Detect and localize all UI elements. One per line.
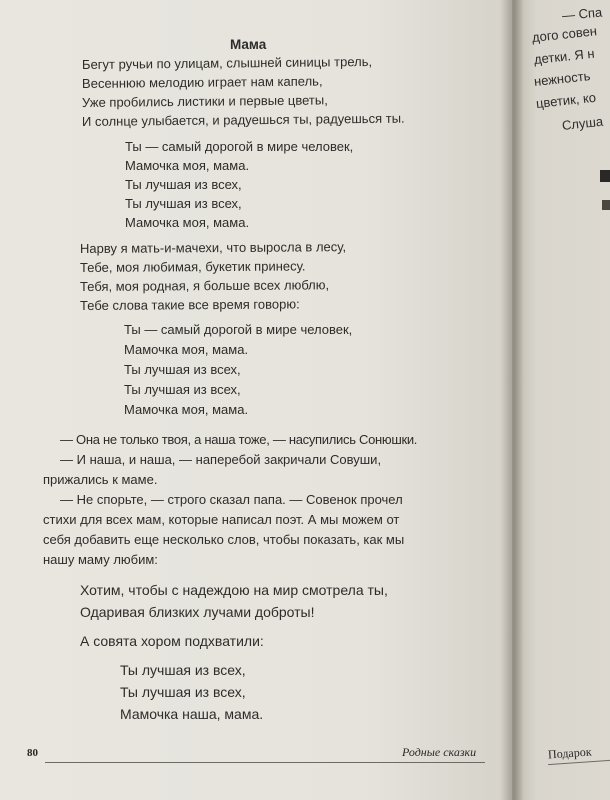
- running-footer: Родные сказки: [402, 745, 477, 759]
- chorus-intro: А совята хором подхватили:: [80, 633, 264, 649]
- prose-line: себя добавить еще несколько слов, чтобы показать, как мы: [43, 532, 405, 547]
- chorus1-line: Мамочка моя, мама.: [125, 215, 250, 230]
- stanza2-line: Нарву я мать-и-мачехи, что выросла в лесу,: [79, 239, 347, 256]
- right-running-footer: Подарок: [547, 744, 592, 762]
- page-number: 80: [27, 747, 38, 759]
- right-page-line: цветик, ко: [535, 89, 597, 111]
- final-chorus-line: Ты лучшая из всех,: [120, 662, 246, 678]
- stanza1-line: Уже пробились листики и первые цветы,: [81, 92, 328, 110]
- prose-line: стихи для всех мам, которые написал поэт. А мы можем от: [43, 512, 400, 527]
- poem-title: Мама: [230, 37, 267, 52]
- prose-line: — Не спорьте, — строго сказал папа. — Совенок прочел: [60, 492, 403, 507]
- prose-line: нашу маму любим:: [43, 552, 158, 567]
- chorus2-line: Мамочка моя, мама.: [124, 402, 249, 417]
- right-page-text: [520, 0, 610, 800]
- stanza1-line: Весеннюю мелодию играет нам капель,: [81, 73, 323, 91]
- stanza1-line: Бегут ручьи по улицам, слышней синицы трель,: [81, 53, 373, 72]
- verse-line: Одаривая близких лучами доброты!: [80, 604, 315, 620]
- verse-line: Хотим, чтобы с надеждою на мир смотрела ты,: [80, 582, 388, 598]
- stanza2-line: Тебя, моя родная, я больше всех люблю,: [79, 277, 330, 294]
- chorus1-line: Ты лучшая из всех,: [125, 177, 242, 192]
- footer-rule: [45, 762, 485, 763]
- chorus2-line: Ты лучшая из всех,: [124, 362, 241, 377]
- chorus1-line: Ты — самый дорогой в мире человек,: [125, 139, 354, 154]
- right-page-line: — Спа: [561, 4, 603, 23]
- right-page-ink-mark: [600, 170, 610, 182]
- chorus1-line: Ты лучшая из всех,: [125, 196, 242, 211]
- right-page-line: Слуша: [561, 113, 604, 133]
- final-chorus-line: Мамочка наша, мама.: [120, 706, 264, 722]
- chorus2-line: Ты лучшая из всех,: [124, 382, 241, 397]
- chorus1-line: Мамочка моя, мама.: [125, 158, 250, 173]
- stanza2-line: Тебе слова такие все время говорю:: [79, 296, 300, 313]
- prose-line: — И наша, и наша, — наперебой закричали Совуши,: [60, 452, 382, 467]
- right-page-line: нежность: [533, 68, 592, 89]
- stanza2-line: Тебе, моя любимая, букетик принесу.: [79, 258, 306, 275]
- prose-line: — Она не только твоя, а наша тоже, — насупились Сонюшки.: [60, 432, 418, 447]
- prose-line: прижались к маме.: [43, 472, 158, 487]
- right-page-line: дого совен: [531, 23, 598, 45]
- right-page-ink-mark: [602, 200, 610, 210]
- stanza1-line: И солнце улыбается, и радуешься ты, радуешься ты.: [81, 110, 405, 129]
- right-page-line: детки. Я н: [533, 45, 596, 67]
- chorus2-line: Мамочка моя, мама.: [124, 342, 249, 357]
- chorus2-line: Ты — самый дорогой в мире человек,: [124, 322, 353, 337]
- final-chorus-line: Ты лучшая из всех,: [120, 684, 246, 700]
